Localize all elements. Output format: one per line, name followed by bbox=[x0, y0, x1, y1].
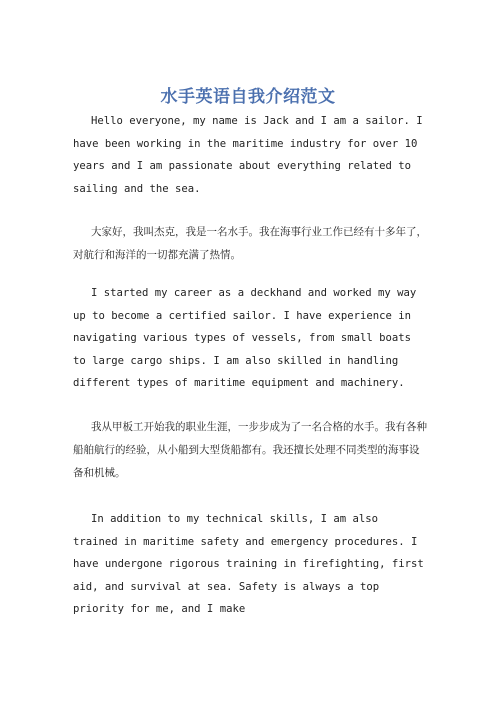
paragraph-career-cn: 我从甲板工开始我的职业生涯，一步步成为了一名合格的水手。我有各种船舶航行的经验，从小船到大型货船都有。我还擅长处理不同类型的海事设备和机械。 bbox=[73, 421, 427, 479]
paragraph-intro-cn: 大家好，我叫杰克，我是一名水手。我在海事行业工作已经有十多年了，对航行和海洋的一切都充满了热情。 bbox=[73, 226, 427, 261]
paragraph-intro-en: Hello everyone, my name is Jack and I am a sailor. I have been working in the maritime industry for over 10 years and I am passionate about everything related to sailing and the sea. bbox=[73, 115, 423, 195]
paragraph-career-en: I started my career as a deckhand and worked my way up to become a certified sailor. I have experience in navigating various types of vessels, from small boats to large cargo ships. I am also skilled in handling different types of maritime equipment and machinery. bbox=[73, 287, 417, 390]
paragraph-safety-en: In addition to my technical skills, I am also trained in maritime safety and emergency procedures. I have undergone rigorous training in firefighting, first aid, and survival at sea. Safety is always a top priority for me, and I make bbox=[73, 513, 424, 616]
document-title: 水手英语自我介绍范文 bbox=[160, 87, 336, 107]
